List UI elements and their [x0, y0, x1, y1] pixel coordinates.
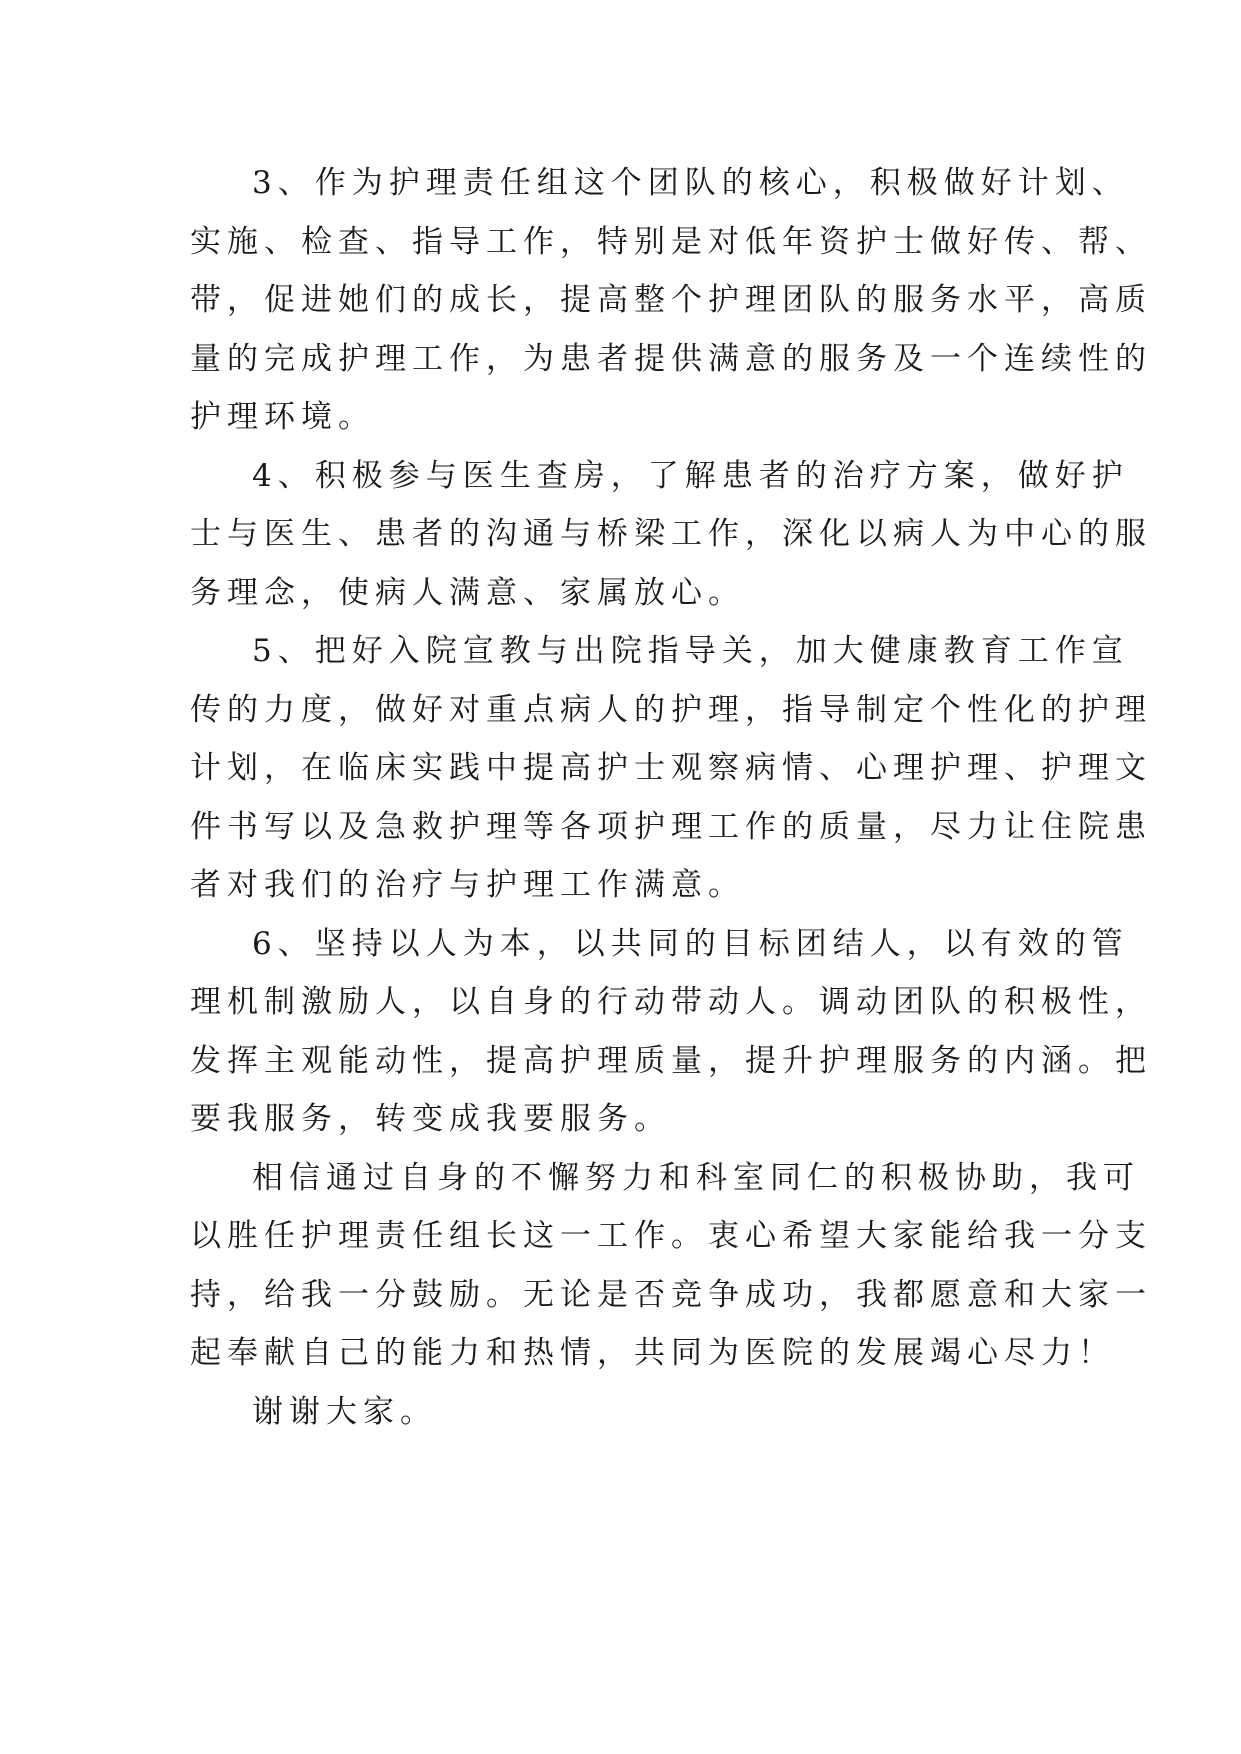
text-line: 传的力度，做好对重点病人的护理，指导制定个性化的护理	[190, 691, 1152, 728]
text-line: 实施、检查、指导工作，特别是对低年资护士做好传、帮、	[190, 223, 1152, 260]
text-line: 计划，在临床实践中提高护士观察病情、心理护理、护理文	[190, 750, 1152, 786]
paragraph-item-6	[190, 915, 1152, 1149]
text-line: 起奉献自己的能力和热情，共同为医院的发展竭心尽力！	[190, 1335, 1115, 1371]
text-line: 理机制激励人，以自身的行动带动人。调动团队的积极性，	[190, 984, 1152, 1020]
document-body	[190, 154, 1152, 1441]
text-line: 务理念，使病人满意、家属放心。	[190, 574, 745, 611]
paragraph-item-4	[190, 447, 1152, 623]
text-line: 5、把好入院宣教与出院指导关，加大健康教育工作宣	[252, 633, 1129, 669]
text-line: 者对我们的治疗与护理工作满意。	[190, 867, 745, 903]
paragraph-closing	[190, 1149, 1152, 1383]
text-line: 相信通过自身的不懈努力和科室同仁的积极协助，我可	[252, 1159, 1140, 1196]
paragraph-item-3	[190, 154, 1152, 447]
paragraph-thanks	[190, 1383, 1052, 1442]
paragraph-item-5	[190, 622, 1152, 915]
text-line: 以胜任护理责任组长这一工作。衷心希望大家能给我一分支	[190, 1218, 1152, 1254]
text-line: 谢谢大家。	[252, 1393, 437, 1430]
text-line: 3、作为护理责任组这个团队的核心，积极做好计划、	[252, 165, 1129, 201]
text-line: 件书写以及急救护理等各项护理工作的质量，尽力让住院患	[190, 808, 1152, 845]
text-line: 6、坚持以人为本，以共同的目标团结人，以有效的管	[252, 925, 1129, 962]
text-line: 护理环境。	[190, 399, 375, 435]
text-line: 4、积极参与医生查房，了解患者的治疗方案，做好护	[252, 457, 1129, 494]
text-line: 发挥主观能动性，提高护理质量，提升护理服务的内涵。把	[190, 1042, 1152, 1079]
text-line: 要我服务，转变成我要服务。	[190, 1101, 671, 1137]
text-line: 量的完成护理工作，为患者提供满意的服务及一个连续性的	[190, 340, 1152, 377]
text-line: 士与医生、患者的沟通与桥梁工作，深化以病人为中心的服	[190, 516, 1152, 552]
text-line: 带，促进她们的成长，提高整个护理团队的服务水平，高质	[190, 282, 1152, 318]
text-line: 持，给我一分鼓励。无论是否竞争成功，我都愿意和大家一	[190, 1276, 1152, 1313]
